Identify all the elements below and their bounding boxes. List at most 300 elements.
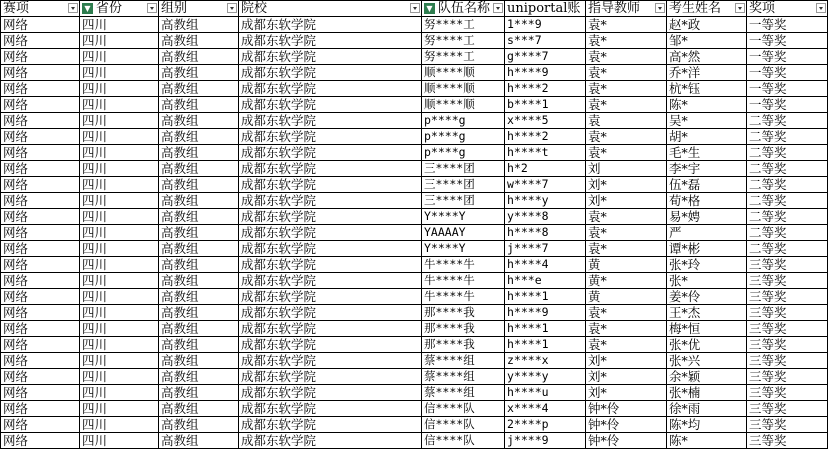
award-cell[interactable]: 一等奖 (747, 97, 828, 113)
instructor-cell[interactable]: 袁* (586, 225, 667, 241)
header-label: 省份 (96, 1, 123, 16)
student-name-cell[interactable]: 陈*均 (667, 417, 747, 433)
filter-dropdown-icon[interactable] (227, 3, 237, 13)
school-cell[interactable]: 成都东软学院 (239, 97, 422, 113)
award-cell[interactable]: 二等奖 (747, 129, 828, 145)
table-row (1, 337, 828, 353)
account-cell[interactable]: h****2 (505, 129, 586, 145)
instructor-cell[interactable]: 黄 (586, 289, 667, 305)
table-row (1, 113, 828, 129)
school-cell[interactable]: 成都东软学院 (239, 433, 422, 449)
event-cell[interactable]: 网络 (1, 385, 80, 401)
school-cell[interactable]: 成都东软学院 (239, 225, 422, 241)
account-cell[interactable]: b****1 (505, 97, 586, 113)
school-cell[interactable]: 成都东软学院 (239, 321, 422, 337)
table-row (1, 385, 828, 401)
instructor-cell[interactable]: 刘* (586, 177, 667, 193)
group-cell[interactable]: 高教组 (159, 369, 239, 385)
table-row (1, 17, 828, 33)
table-row (1, 145, 828, 161)
award-cell[interactable]: 三等奖 (747, 369, 828, 385)
instructor-cell[interactable]: 袁* (586, 129, 667, 145)
instructor-cell[interactable]: 袁* (586, 17, 667, 33)
account-cell[interactable]: s***7 (505, 33, 586, 49)
event-cell[interactable]: 网络 (1, 305, 80, 321)
province-cell[interactable]: 四川 (80, 241, 159, 257)
group-cell[interactable]: 高教组 (159, 33, 239, 49)
province-cell[interactable]: 四川 (80, 33, 159, 49)
award-cell[interactable]: 三等奖 (747, 433, 828, 449)
event-cell[interactable]: 网络 (1, 49, 80, 65)
event-cell[interactable]: 网络 (1, 417, 80, 433)
event-cell[interactable]: 网络 (1, 209, 80, 225)
header-cell[interactable] (1, 1, 80, 17)
group-cell[interactable]: 高教组 (159, 433, 239, 449)
school-cell[interactable]: 成都东软学院 (239, 49, 422, 65)
table-row (1, 273, 828, 289)
account-cell[interactable]: 1***9 (505, 17, 586, 33)
award-cell[interactable]: 三等奖 (747, 401, 828, 417)
team-name-cell[interactable]: 顺****顺 (422, 65, 505, 81)
award-cell[interactable]: 二等奖 (747, 209, 828, 225)
group-cell[interactable]: 高教组 (159, 209, 239, 225)
table-row (1, 433, 828, 449)
award-cell[interactable]: 三等奖 (747, 305, 828, 321)
award-cell[interactable]: 三等奖 (747, 289, 828, 305)
province-cell[interactable]: 四川 (80, 209, 159, 225)
group-cell[interactable]: 高教组 (159, 273, 239, 289)
event-cell[interactable]: 网络 (1, 65, 80, 81)
table-row (1, 225, 828, 241)
school-cell[interactable]: 成都东软学院 (239, 161, 422, 177)
team-name-cell[interactable]: 那****我 (422, 305, 505, 321)
header-cell[interactable] (505, 1, 586, 17)
team-name-cell[interactable]: 努****工 (422, 49, 505, 65)
group-cell[interactable]: 高教组 (159, 49, 239, 65)
team-name-cell[interactable]: YAAAAY (422, 225, 505, 241)
account-cell[interactable]: z****x (505, 353, 586, 369)
province-cell[interactable]: 四川 (80, 193, 159, 209)
table-row (1, 193, 828, 209)
province-cell[interactable]: 四川 (80, 369, 159, 385)
group-cell[interactable]: 高教组 (159, 321, 239, 337)
account-cell[interactable]: y****8 (505, 209, 586, 225)
school-cell[interactable]: 成都东软学院 (239, 385, 422, 401)
school-cell[interactable]: 成都东软学院 (239, 401, 422, 417)
school-cell[interactable]: 成都东软学院 (239, 257, 422, 273)
instructor-cell[interactable]: 刘* (586, 193, 667, 209)
school-cell[interactable]: 成都东软学院 (239, 65, 422, 81)
header-row (1, 1, 828, 17)
group-cell[interactable]: 高教组 (159, 113, 239, 129)
header-cell[interactable] (586, 1, 667, 17)
student-name-cell[interactable]: 王*杰 (667, 305, 747, 321)
award-cell[interactable]: 三等奖 (747, 321, 828, 337)
student-name-cell[interactable]: 易*娉 (667, 209, 747, 225)
event-cell[interactable]: 网络 (1, 401, 80, 417)
group-cell[interactable]: 高教组 (159, 177, 239, 193)
award-cell[interactable]: 三等奖 (747, 385, 828, 401)
account-cell[interactable]: y****y (505, 369, 586, 385)
table-row (1, 305, 828, 321)
group-cell[interactable]: 高教组 (159, 161, 239, 177)
table-row (1, 353, 828, 369)
student-name-cell[interactable]: 谭*彬 (667, 241, 747, 257)
student-name-cell[interactable]: 伍*磊 (667, 177, 747, 193)
event-cell[interactable]: 网络 (1, 113, 80, 129)
student-name-cell[interactable]: 张*兴 (667, 353, 747, 369)
account-cell[interactable]: h****2 (505, 81, 586, 97)
table-row (1, 417, 828, 433)
province-cell[interactable]: 四川 (80, 177, 159, 193)
group-cell[interactable]: 高教组 (159, 337, 239, 353)
group-cell[interactable]: 高教组 (159, 225, 239, 241)
header-label: 队伍名称 (438, 1, 491, 16)
student-name-cell[interactable]: 张* (667, 273, 747, 289)
award-cell[interactable]: 三等奖 (747, 257, 828, 273)
school-cell[interactable]: 成都东软学院 (239, 113, 422, 129)
instructor-cell[interactable]: 袁* (586, 337, 667, 353)
instructor-cell[interactable]: 钟*伶 (586, 433, 667, 449)
award-cell[interactable]: 三等奖 (747, 337, 828, 353)
event-cell[interactable]: 网络 (1, 369, 80, 385)
instructor-cell[interactable]: 袁* (586, 81, 667, 97)
header-cell[interactable] (747, 1, 828, 17)
header-label: 奖项 (749, 1, 776, 16)
student-name-cell[interactable]: 杭*钰 (667, 81, 747, 97)
team-name-cell[interactable]: 顺****顺 (422, 97, 505, 113)
province-cell[interactable]: 四川 (80, 305, 159, 321)
student-name-cell[interactable]: 邹* (667, 33, 747, 49)
instructor-cell[interactable]: 钟*伶 (586, 417, 667, 433)
account-cell[interactable]: g****7 (505, 49, 586, 65)
account-cell[interactable]: h****1 (505, 337, 586, 353)
header-cell[interactable] (80, 1, 159, 17)
award-cell[interactable]: 三等奖 (747, 417, 828, 433)
province-cell[interactable]: 四川 (80, 385, 159, 401)
student-name-cell[interactable]: 吴* (667, 113, 747, 129)
event-cell[interactable]: 网络 (1, 337, 80, 353)
group-cell[interactable]: 高教组 (159, 385, 239, 401)
account-cell[interactable]: h****1 (505, 321, 586, 337)
student-name-cell[interactable]: 张*玲 (667, 257, 747, 273)
team-name-cell[interactable]: Y****Y (422, 241, 505, 257)
group-cell[interactable]: 高教组 (159, 305, 239, 321)
account-cell[interactable]: h****9 (505, 65, 586, 81)
team-name-cell[interactable]: 三****团 (422, 161, 505, 177)
province-cell[interactable]: 四川 (80, 417, 159, 433)
province-cell[interactable]: 四川 (80, 337, 159, 353)
student-name-cell[interactable]: 张*优 (667, 337, 747, 353)
table-row (1, 289, 828, 305)
instructor-cell[interactable]: 刘* (586, 385, 667, 401)
team-name-cell[interactable]: Y****Y (422, 209, 505, 225)
account-cell[interactable]: h****4 (505, 257, 586, 273)
team-name-cell[interactable]: p****g (422, 113, 505, 129)
filter-dropdown-icon[interactable] (410, 3, 420, 13)
event-cell[interactable]: 网络 (1, 433, 80, 449)
student-name-cell[interactable]: 荀*格 (667, 193, 747, 209)
account-cell[interactable]: h****t (505, 145, 586, 161)
instructor-cell[interactable]: 袁* (586, 97, 667, 113)
event-cell[interactable]: 网络 (1, 193, 80, 209)
event-cell[interactable]: 网络 (1, 289, 80, 305)
table-row (1, 401, 828, 417)
province-cell[interactable]: 四川 (80, 353, 159, 369)
group-cell[interactable]: 高教组 (159, 145, 239, 161)
province-cell[interactable]: 四川 (80, 97, 159, 113)
school-cell[interactable]: 成都东软学院 (239, 17, 422, 33)
group-cell[interactable]: 高教组 (159, 17, 239, 33)
group-cell[interactable]: 高教组 (159, 241, 239, 257)
event-cell[interactable]: 网络 (1, 273, 80, 289)
instructor-cell[interactable]: 刘* (586, 369, 667, 385)
province-cell[interactable]: 四川 (80, 161, 159, 177)
group-cell[interactable]: 高教组 (159, 353, 239, 369)
team-name-cell[interactable]: 努****工 (422, 17, 505, 33)
province-cell[interactable]: 四川 (80, 49, 159, 65)
filter-dropdown-icon[interactable] (735, 3, 745, 13)
group-cell[interactable]: 高教组 (159, 193, 239, 209)
event-cell[interactable]: 网络 (1, 257, 80, 273)
team-name-cell[interactable]: 三****团 (422, 193, 505, 209)
instructor-cell[interactable]: 袁* (586, 145, 667, 161)
instructor-cell[interactable]: 刘 (586, 161, 667, 177)
school-cell[interactable]: 成都东软学院 (239, 129, 422, 145)
award-cell[interactable]: 二等奖 (747, 193, 828, 209)
table-row (1, 161, 828, 177)
group-cell[interactable]: 高教组 (159, 65, 239, 81)
event-cell[interactable]: 网络 (1, 241, 80, 257)
group-cell[interactable]: 高教组 (159, 417, 239, 433)
table-row (1, 177, 828, 193)
instructor-cell[interactable]: 钟*伶 (586, 401, 667, 417)
event-cell[interactable]: 网络 (1, 161, 80, 177)
team-name-cell[interactable]: 三****团 (422, 177, 505, 193)
header-label: 院校 (241, 1, 268, 16)
filter-dropdown-icon[interactable] (68, 3, 78, 13)
table-row (1, 81, 828, 97)
instructor-cell[interactable]: 黄 (586, 257, 667, 273)
school-cell[interactable]: 成都东软学院 (239, 417, 422, 433)
award-cell[interactable]: 二等奖 (747, 225, 828, 241)
school-cell[interactable]: 成都东软学院 (239, 81, 422, 97)
award-cell[interactable]: 二等奖 (747, 113, 828, 129)
province-cell[interactable]: 四川 (80, 273, 159, 289)
event-cell[interactable]: 网络 (1, 81, 80, 97)
table-row (1, 97, 828, 113)
header-label: 赛项 (3, 1, 30, 16)
province-cell[interactable]: 四川 (80, 257, 159, 273)
award-cell[interactable]: 二等奖 (747, 177, 828, 193)
award-cell[interactable]: 一等奖 (747, 81, 828, 97)
province-cell[interactable]: 四川 (80, 321, 159, 337)
team-name-cell[interactable]: 信****队 (422, 401, 505, 417)
table-row (1, 241, 828, 257)
student-name-cell[interactable]: 毛*生 (667, 145, 747, 161)
group-cell[interactable]: 高教组 (159, 401, 239, 417)
student-name-cell[interactable]: 严 (667, 225, 747, 241)
team-name-cell[interactable]: 那****我 (422, 321, 505, 337)
province-cell[interactable]: 四川 (80, 129, 159, 145)
school-cell[interactable]: 成都东软学院 (239, 305, 422, 321)
account-cell[interactable]: h****y (505, 193, 586, 209)
filter-applied-icon[interactable]: ▼ (424, 3, 435, 14)
instructor-cell[interactable]: 袁* (586, 209, 667, 225)
province-cell[interactable]: 四川 (80, 145, 159, 161)
event-cell[interactable]: 网络 (1, 33, 80, 49)
instructor-cell[interactable]: 袁* (586, 305, 667, 321)
award-cell[interactable]: 一等奖 (747, 65, 828, 81)
team-name-cell[interactable]: p****g (422, 129, 505, 145)
student-name-cell[interactable]: 陈* (667, 433, 747, 449)
student-name-cell[interactable]: 余*颖 (667, 369, 747, 385)
header-label: 考生姓名 (669, 1, 722, 16)
team-name-cell[interactable]: 牛****牛 (422, 257, 505, 273)
instructor-cell[interactable]: 袁* (586, 49, 667, 65)
table-row (1, 321, 828, 337)
student-name-cell[interactable]: 陈* (667, 97, 747, 113)
group-cell[interactable]: 高教组 (159, 129, 239, 145)
province-cell[interactable]: 四川 (80, 65, 159, 81)
table-row (1, 209, 828, 225)
group-cell[interactable]: 高教组 (159, 257, 239, 273)
event-cell[interactable]: 网络 (1, 129, 80, 145)
school-cell[interactable]: 成都东软学院 (239, 33, 422, 49)
team-name-cell[interactable]: 牛****牛 (422, 289, 505, 305)
table-row (1, 49, 828, 65)
group-cell[interactable]: 高教组 (159, 81, 239, 97)
event-cell[interactable]: 网络 (1, 321, 80, 337)
filter-dropdown-icon[interactable] (493, 3, 503, 13)
instructor-cell[interactable]: 黄* (586, 273, 667, 289)
team-name-cell[interactable]: 信****队 (422, 417, 505, 433)
group-cell[interactable]: 高教组 (159, 97, 239, 113)
account-cell[interactable]: h****1 (505, 289, 586, 305)
account-cell[interactable]: x****4 (505, 401, 586, 417)
award-cell[interactable]: 二等奖 (747, 145, 828, 161)
province-cell[interactable]: 四川 (80, 17, 159, 33)
header-cell[interactable] (159, 1, 239, 17)
award-cell[interactable]: 一等奖 (747, 49, 828, 65)
account-cell[interactable]: j****7 (505, 241, 586, 257)
instructor-cell[interactable]: 袁* (586, 241, 667, 257)
province-cell[interactable]: 四川 (80, 289, 159, 305)
student-name-cell[interactable]: 姜*伶 (667, 289, 747, 305)
account-cell[interactable]: h***e (505, 273, 586, 289)
student-name-cell[interactable]: 徐*雨 (667, 401, 747, 417)
instructor-cell[interactable]: 袁* (586, 321, 667, 337)
school-cell[interactable]: 成都东软学院 (239, 193, 422, 209)
school-cell[interactable]: 成都东软学院 (239, 209, 422, 225)
school-cell[interactable]: 成都东软学院 (239, 369, 422, 385)
team-name-cell[interactable]: 信****队 (422, 433, 505, 449)
instructor-cell[interactable]: 袁* (586, 65, 667, 81)
header-label: uniportal账 (507, 1, 581, 16)
header-label: 组别 (161, 1, 188, 16)
account-cell[interactable]: x****5 (505, 113, 586, 129)
province-cell[interactable]: 四川 (80, 81, 159, 97)
account-cell[interactable]: h****u (505, 385, 586, 401)
account-cell[interactable]: h*2 (505, 161, 586, 177)
team-name-cell[interactable]: 牛****牛 (422, 273, 505, 289)
student-name-cell[interactable]: 赵*政 (667, 17, 747, 33)
award-cell[interactable]: 二等奖 (747, 241, 828, 257)
province-cell[interactable]: 四川 (80, 225, 159, 241)
filter-dropdown-icon[interactable] (816, 3, 826, 13)
table-body (1, 17, 828, 449)
filter-dropdown-icon[interactable] (655, 3, 665, 13)
account-cell[interactable]: w****7 (505, 177, 586, 193)
province-cell[interactable]: 四川 (80, 401, 159, 417)
award-cell[interactable]: 三等奖 (747, 273, 828, 289)
filter-applied-icon[interactable]: ▼ (82, 3, 93, 14)
award-cell[interactable]: 一等奖 (747, 17, 828, 33)
team-name-cell[interactable]: p****g (422, 145, 505, 161)
account-cell[interactable]: j****9 (505, 433, 586, 449)
student-name-cell[interactable]: 梅*恒 (667, 321, 747, 337)
table-row (1, 33, 828, 49)
table-row (1, 257, 828, 273)
team-name-cell[interactable]: 那****我 (422, 337, 505, 353)
header-label: 指导教师 (588, 1, 641, 16)
table-row (1, 129, 828, 145)
school-cell[interactable]: 成都东软学院 (239, 145, 422, 161)
team-name-cell[interactable]: 蔡****组 (422, 385, 505, 401)
event-cell[interactable]: 网络 (1, 225, 80, 241)
award-cell[interactable]: 一等奖 (747, 33, 828, 49)
team-name-cell[interactable]: 蔡****组 (422, 369, 505, 385)
table-row (1, 65, 828, 81)
event-cell[interactable]: 网络 (1, 145, 80, 161)
event-cell[interactable]: 网络 (1, 97, 80, 113)
account-cell[interactable]: h****8 (505, 225, 586, 241)
student-name-cell[interactable]: 张*楠 (667, 385, 747, 401)
instructor-cell[interactable]: 刘* (586, 353, 667, 369)
team-name-cell[interactable]: 顺****顺 (422, 81, 505, 97)
student-name-cell[interactable]: 乔*洋 (667, 65, 747, 81)
table-row (1, 369, 828, 385)
instructor-cell[interactable]: 袁* (586, 33, 667, 49)
student-name-cell[interactable]: 高*然 (667, 49, 747, 65)
event-cell[interactable]: 网络 (1, 353, 80, 369)
school-cell[interactable]: 成都东软学院 (239, 241, 422, 257)
event-cell[interactable]: 网络 (1, 177, 80, 193)
filter-dropdown-icon[interactable] (147, 3, 157, 13)
school-cell[interactable]: 成都东软学院 (239, 353, 422, 369)
province-cell[interactable]: 四川 (80, 113, 159, 129)
school-cell[interactable]: 成都东软学院 (239, 289, 422, 305)
account-cell[interactable]: 2****p (505, 417, 586, 433)
event-cell[interactable]: 网络 (1, 17, 80, 33)
student-name-cell[interactable]: 李*宇 (667, 161, 747, 177)
school-cell[interactable]: 成都东软学院 (239, 337, 422, 353)
province-cell[interactable]: 四川 (80, 433, 159, 449)
group-cell[interactable]: 高教组 (159, 289, 239, 305)
account-cell[interactable]: h****9 (505, 305, 586, 321)
header-cell[interactable] (239, 1, 422, 17)
header-cell[interactable] (667, 1, 747, 17)
school-cell[interactable]: 成都东软学院 (239, 273, 422, 289)
team-name-cell[interactable]: 蔡****组 (422, 353, 505, 369)
award-cell[interactable]: 二等奖 (747, 161, 828, 177)
header-cell[interactable] (422, 1, 505, 17)
student-name-cell[interactable]: 胡* (667, 129, 747, 145)
instructor-cell[interactable]: 袁 (586, 113, 667, 129)
school-cell[interactable]: 成都东软学院 (239, 177, 422, 193)
award-cell[interactable]: 三等奖 (747, 353, 828, 369)
team-name-cell[interactable]: 努****工 (422, 33, 505, 49)
